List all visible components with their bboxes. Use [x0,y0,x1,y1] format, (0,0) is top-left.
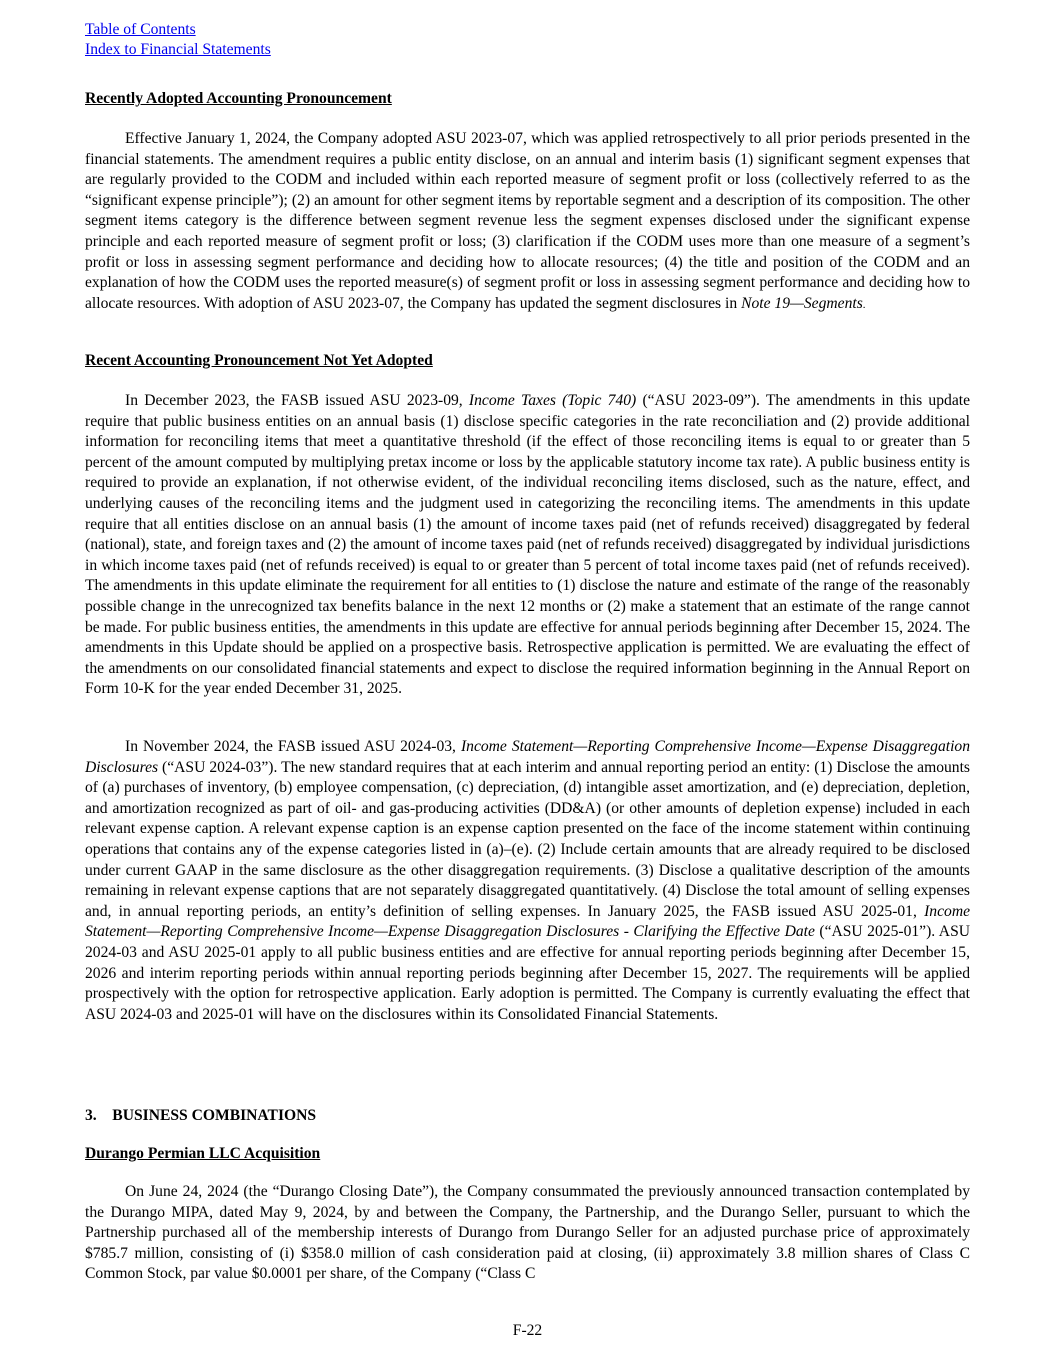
note-reference: Note 19—Segments [741,294,863,312]
text: (“ASU 2024-03”). The new standard requires that at each interim and annual reporting period an entity: (1) Disclose the amounts of (a) purchases of inventory, (b) employee compensation, (c) depreciation, (d) intangible asset amortization, and (e) depreciation, depletion, and amortization recognized as part of oil- and gas-producing activities (DD&A) (or other amounts of depletion expense) included in each relevant expense caption. A relevant expense caption is an expense caption presented on the face of the income statement within continuing operations that contains any of the expense categories listed in (a)–(e). (2) Include certain amounts that are already required to be disclosed under current GAAP in the same disclosure as the other disaggregation requirements. (3) Disclose a qualitative description of the amounts remaining in relevant expense captions that are not separately disaggregated quantitatively. (4) Disclose the total amount of selling expenses and, in annual reporting periods, an entity’s definition of selling expenses. In January 2025, the FASB issued ASU 2025-01, [85,758,970,920]
italic-title: Income Statement—Reporting Comprehensive Income—Expense Disaggregation Disclosures - Clarifying the Effective Date [85,902,970,941]
text: . [862,298,866,311]
text: Effective January 1, 2024, the Company adopted ASU 2023-07, which was applied retrospectively to all prior periods presented in the financial statements. The amendment requires a public entity disclose, on an annual and interim basis (1) significant segment expenses that are regularly provided to the CODM and included within each reported measure of segment profit or loss (collectively referred to as the “significant expense principle”); (2) an amount for other segment items by reportable segment and a description of its composition. The other segment items category is the difference between segment revenue less the segment expenses disclosed under the significant expense principle and each reported measure of segment profit or loss; (3) clarification if the CODM uses more than one measure of a segment’s profit or loss in assessing segment performance and deciding how to allocate resources; (4) the title and position of the CODM and an explanation of how the CODM uses the reported measure(s) of segment profit or loss in assessing segment performance and deciding how to allocate resources. With adoption of ASU 2023-07, the Company has updated the segment disclosures in [85,130,970,312]
section-heading-not-yet-adopted: Recent Accounting Pronouncement Not Yet Adopted [85,352,433,369]
table-of-contents-link[interactable]: Table of Contents [85,21,196,38]
paragraph-asu-2023-07 [85,129,970,315]
text: (“ASU 2025-01”). ASU 2024-03 and ASU 2025-01 apply to all public business entities and are effective for annual reporting periods beginning after December 15, 2026 and interim reporting periods within annual reporting periods beginning after December 15, 2027. The requirements will be applied prospectively with the option for retrospective application. Early adoption is permitted. The Company is currently evaluating the effect that ASU 2024-03 and 2025-01 will have on the disclosures within its Consolidated Financial Statements. [85,923,971,1023]
subsection-heading-durango: Durango Permian LLC Acquisition [85,1145,321,1162]
section-heading-recently-adopted: Recently Adopted Accounting Pronouncement [85,90,392,107]
nav-links [85,20,970,60]
italic-title: Income Taxes (Topic 740) [468,392,637,409]
page-number: F-22 [512,1322,543,1339]
paragraph-asu-2024-03 [85,737,970,1025]
text: In December 2023, the FASB issued ASU 2023-09, [125,392,469,409]
paragraph-durango: On June 24, 2024 (the “Durango Closing Date”), the Company consummated the previously announced transaction contemplated by the Durango MIPA, dated May 9, 2024, by and between the Company, the Partnership, and the Durango Seller, pursuant to which the Partnership purchased all of the membership interests of Durango from Durango Seller for an adjusted purchase price of approximately $785.7 million, consisting of (i) $358.0 million of cash consideration paid at closing, (ii) approximately 3.8 million shares of Class C Common Stock, par value $0.0001 per share, of the Company (“Class C [85,1183,970,1283]
italic-title: Income Statement—Reporting Comprehensive Income—Expense Disaggregation Disclosures [85,738,970,776]
paragraph-asu-2023-09 [85,391,970,700]
index-to-financial-statements-link[interactable]: Index to Financial Statements [85,41,271,58]
text: In November 2024, the FASB issued ASU 2024-03, [125,738,461,755]
section-title-business-combinations: 3. BUSINESS COMBINATIONS [85,1107,317,1124]
text: (“ASU 2023-09”). The amendments in this update require that public business entities on an annual basis (1) disclose specific categories in the rate reconciliation and (2) provide additional information for reconciling items that meet a quantitative threshold (if the effect of those reconciling items is equal to or greater than 5 percent of the amount computed by multiplying pretax income or loss by the applicable statutory income tax rate). A public business entity is required to provide an explanation, if not otherwise evident, of the individual reconciling items disclosed, such as the nature, effect, and underlying causes of the reconciling items and the judgment used in categorizing the reconciling items. The amendments in this update require that all entities disclose on an annual basis (1) the amount of income taxes paid (net of refunds received) disaggregated by federal (national), state, and foreign taxes and (2) the amount of income taxes paid (net of refunds received) disaggregated by individual jurisdictions in which income taxes paid (net of refunds received) is equal to or greater than 5 percent of total income taxes paid (net of refunds received). The amendments in this update eliminate the requirement for all entities to (1) disclose the nature and estimate of the range of the reasonably possible change in the unrecognized tax benefits balance in the next 12 months or (2) make a statement that an estimate of the range cannot be made. For public business entities, the amendments in this update are effective for annual periods beginning after December 15, 2024. The amendments in this Update should be applied on a prospective basis. Retrospective application is permitted. We are evaluating the effect of the amendments on our consolidated financial statements and expect to disclose the required information beginning in the Annual Report on Form 10-K for the year ended December 31, 2025. [85,392,970,698]
